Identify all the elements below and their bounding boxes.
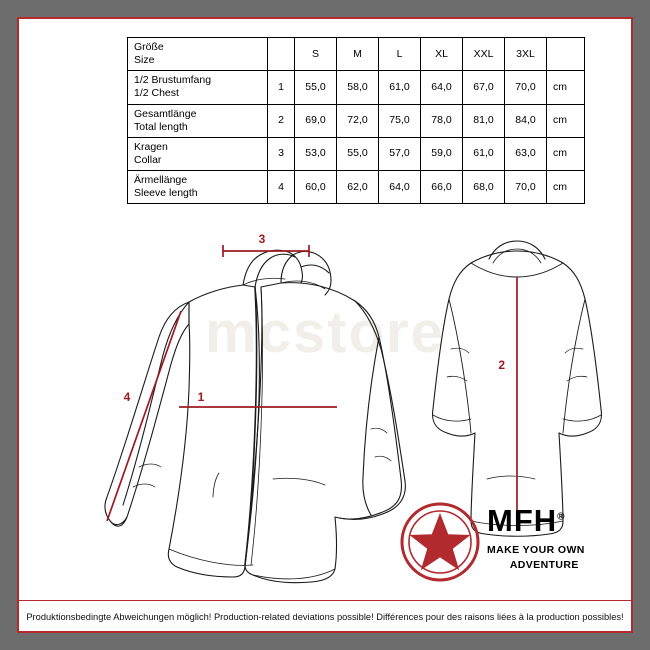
cell-length-3xl: 84,0 <box>505 104 547 137</box>
cell-collar-unit: cm <box>547 137 585 170</box>
measurement-lines <box>107 245 517 529</box>
label-chest: 1 <box>197 390 205 404</box>
cell-chest-xl: 64,0 <box>421 71 463 104</box>
logo-brand-text: MFH <box>487 503 558 538</box>
datasheet-frame <box>17 17 633 633</box>
cell-length-xl: 78,0 <box>421 104 463 137</box>
star-burst-icon <box>399 501 481 583</box>
measure-line-sleeve <box>107 311 181 521</box>
cell-length-m: 72,0 <box>337 104 379 137</box>
header-index-cell <box>268 38 295 71</box>
mfh-logo <box>399 501 609 585</box>
row-label-chest: 1/2 Brustumfang 1/2 Chest <box>128 71 268 104</box>
cell-sleeve-xl: 66,0 <box>421 171 463 204</box>
label-total-length: 2 <box>498 358 505 372</box>
cell-sleeve-m: 62,0 <box>337 171 379 204</box>
cell-chest-s: 55,0 <box>295 71 337 104</box>
cell-length-s: 69,0 <box>295 104 337 137</box>
cell-sleeve-xxl: 68,0 <box>463 171 505 204</box>
row-label-collar: Kragen Collar <box>128 137 268 170</box>
table-row <box>128 171 585 204</box>
cell-length-xxl: 81,0 <box>463 104 505 137</box>
logo-text-block <box>487 505 585 573</box>
cell-sleeve-l: 64,0 <box>379 171 421 204</box>
header-size-label: Größe Size <box>128 38 268 71</box>
datasheet-sheet <box>19 19 631 631</box>
cell-chest-l: 61,0 <box>379 71 421 104</box>
cell-sleeve-s: 60,0 <box>295 171 337 204</box>
row-label-total-length: Gesamtlänge Total length <box>128 104 268 137</box>
row-index-sleeve: 4 <box>268 171 295 204</box>
cell-collar-m: 55,0 <box>337 137 379 170</box>
cell-collar-xl: 59,0 <box>421 137 463 170</box>
cell-collar-3xl: 63,0 <box>505 137 547 170</box>
cell-length-l: 75,0 <box>379 104 421 137</box>
header-unit-cell <box>547 38 585 71</box>
cell-chest-m: 58,0 <box>337 71 379 104</box>
header-col-l: L <box>379 38 421 71</box>
size-table <box>127 37 585 204</box>
front-jacket-outline <box>105 250 405 582</box>
table-row <box>128 137 585 170</box>
logo-tagline-line2: ADVENTURE <box>509 559 579 572</box>
logo-registered-mark: ® <box>557 511 566 523</box>
watermark-text: mcstore <box>205 300 445 365</box>
label-sleeve: 4 <box>123 390 131 404</box>
cell-chest-unit: cm <box>547 71 585 104</box>
footer-disclaimer: Produktionsbedingte Abweichungen möglich! Production-related deviations possible! Différences pour des raisons liées à la production possibles! <box>26 612 624 622</box>
cell-chest-3xl: 70,0 <box>505 71 547 104</box>
row-index-chest: 1 <box>268 71 295 104</box>
cell-collar-s: 53,0 <box>295 137 337 170</box>
row-index-collar: 3 <box>268 137 295 170</box>
logo-tagline-line1: MAKE YOUR OWN <box>487 544 585 556</box>
cell-sleeve-3xl: 70,0 <box>505 171 547 204</box>
cell-collar-xxl: 61,0 <box>463 137 505 170</box>
cell-length-unit: cm <box>547 104 585 137</box>
header-col-3xl: 3XL <box>505 38 547 71</box>
footer-divider <box>19 600 631 601</box>
cell-chest-xxl: 67,0 <box>463 71 505 104</box>
logo-tagline <box>487 543 585 573</box>
table-row <box>128 104 585 137</box>
table-row <box>128 71 585 104</box>
header-col-xl: XL <box>421 38 463 71</box>
row-index-total-length: 2 <box>268 104 295 137</box>
logo-brand <box>487 505 585 536</box>
measurement-labels <box>124 232 506 404</box>
header-col-s: S <box>295 38 337 71</box>
header-col-m: M <box>337 38 379 71</box>
cell-sleeve-unit: cm <box>547 171 585 204</box>
row-label-sleeve: Ärmellänge Sleeve length <box>128 171 268 204</box>
header-col-xxl: XXL <box>463 38 505 71</box>
label-collar: 3 <box>258 232 266 246</box>
cell-collar-l: 57,0 <box>379 137 421 170</box>
table-header-row <box>128 38 585 71</box>
